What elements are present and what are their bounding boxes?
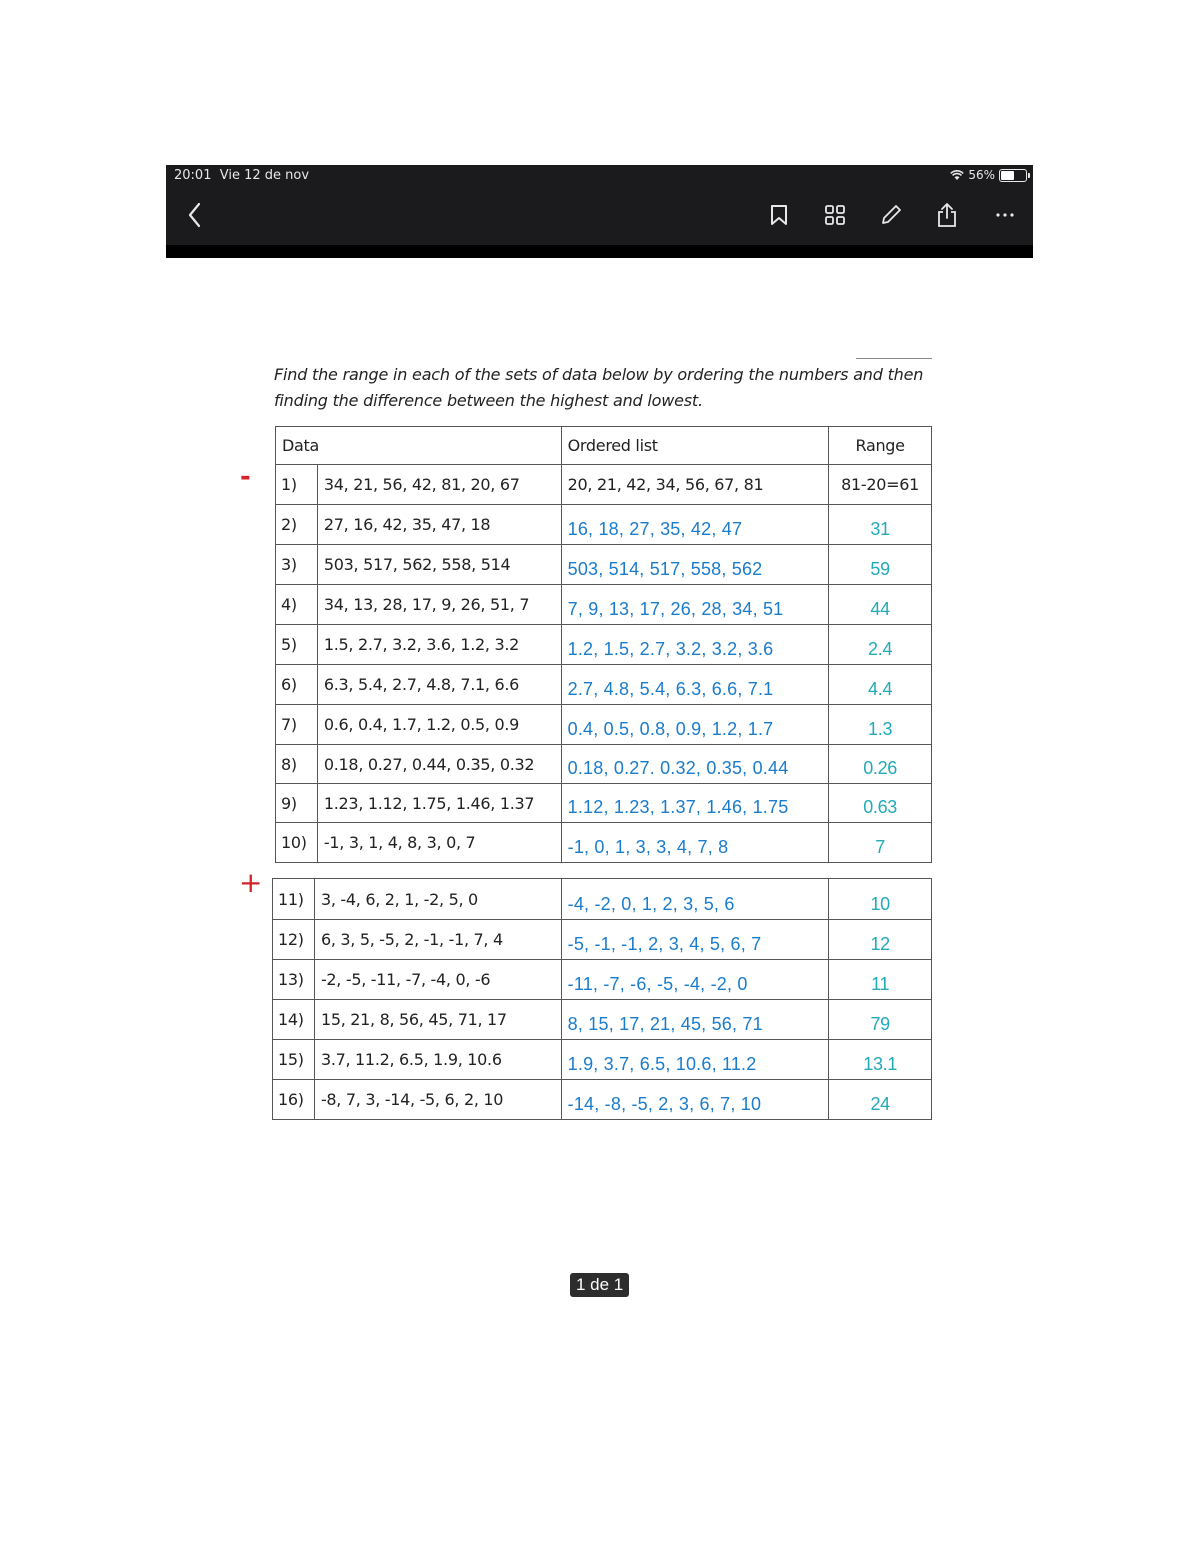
- row-ordered-list: -11, -7, -6, -5, -4, -2, 0: [561, 960, 829, 1000]
- row-range: 81-20=61: [829, 465, 932, 505]
- row-number: 14): [273, 1000, 315, 1040]
- table-row: [273, 960, 932, 1000]
- table-row: [276, 665, 932, 705]
- pencil-icon[interactable]: [878, 202, 904, 228]
- row-data: 34, 13, 28, 17, 9, 26, 51, 7: [317, 585, 561, 625]
- row-number: 11): [273, 879, 315, 920]
- row-ordered-list: 8, 15, 17, 21, 45, 56, 71: [561, 1000, 829, 1040]
- row-range: 10: [829, 879, 932, 920]
- row-ordered-list: 503, 514, 517, 558, 562: [561, 545, 829, 585]
- battery-percent: 56%: [968, 168, 995, 182]
- row-ordered-list: 1.2, 1.5, 2.7, 3.2, 3.2, 3.6: [561, 625, 829, 665]
- row-data: 0.18, 0.27, 0.44, 0.35, 0.32: [317, 745, 561, 784]
- range-table-part-1: [275, 426, 932, 863]
- row-range: 2.4: [829, 625, 932, 665]
- row-data: -1, 3, 1, 4, 8, 3, 0, 7: [317, 823, 561, 863]
- back-chevron-icon[interactable]: [182, 202, 208, 228]
- row-ordered-list: 7, 9, 13, 17, 26, 28, 34, 51: [561, 585, 829, 625]
- row-ordered-list: -5, -1, -1, 2, 3, 4, 5, 6, 7: [561, 920, 829, 960]
- row-ordered-list: 20, 21, 42, 34, 56, 67, 81: [561, 465, 829, 505]
- table-row: [276, 823, 932, 863]
- share-icon[interactable]: [934, 202, 960, 228]
- row-data: 3, -4, 6, 2, 1, -2, 5, 0: [314, 879, 561, 920]
- header-data: Data: [276, 427, 562, 465]
- bookmark-icon[interactable]: [766, 202, 792, 228]
- row-data: 1.23, 1.12, 1.75, 1.46, 1.37: [317, 784, 561, 823]
- instructions-line-2: finding the difference between the highest and lowest.: [274, 391, 703, 410]
- table-row: [276, 585, 932, 625]
- row-ordered-list: 0.18, 0.27. 0.32, 0.35, 0.44: [561, 745, 829, 784]
- row-ordered-list: 2.7, 4.8, 5.4, 6.3, 6.6, 7.1: [561, 665, 829, 705]
- table-row: [276, 465, 932, 505]
- row-range: 7: [829, 823, 932, 863]
- toolbar-shadow: [166, 245, 1033, 258]
- row-data: 34, 21, 56, 42, 81, 20, 67: [317, 465, 561, 505]
- row-number: 15): [273, 1040, 315, 1080]
- status-indicators: [950, 168, 1027, 182]
- row-number: 9): [276, 784, 318, 823]
- row-number: 3): [276, 545, 318, 585]
- row-data: 1.5, 2.7, 3.2, 3.6, 1.2, 3.2: [317, 625, 561, 665]
- row-number: 2): [276, 505, 318, 545]
- row-number: 5): [276, 625, 318, 665]
- row-range: 59: [829, 545, 932, 585]
- row-range: 31: [829, 505, 932, 545]
- table-row: [276, 625, 932, 665]
- row-ordered-list: -1, 0, 1, 3, 3, 4, 7, 8: [561, 823, 829, 863]
- row-ordered-list: 1.9, 3.7, 6.5, 10.6, 11.2: [561, 1040, 829, 1080]
- viewer-toolbar: [166, 165, 1033, 245]
- name-line: [856, 358, 932, 359]
- row-number: 12): [273, 920, 315, 960]
- table-row: [273, 1040, 932, 1080]
- row-data: 27, 16, 42, 35, 47, 18: [317, 505, 561, 545]
- row-range: 1.3: [829, 705, 932, 745]
- row-data: -2, -5, -11, -7, -4, 0, -6: [314, 960, 561, 1000]
- table-row: [273, 1000, 932, 1040]
- row-number: 8): [276, 745, 318, 784]
- status-time-date: 20:01 Vie 12 de nov: [174, 168, 310, 183]
- row-range: 24: [829, 1080, 932, 1120]
- table-row: [273, 1080, 932, 1120]
- instructions: [274, 362, 934, 414]
- row-range: 13.1: [829, 1040, 932, 1080]
- row-ordered-list: -14, -8, -5, 2, 3, 6, 7, 10: [561, 1080, 829, 1120]
- row-data: 6.3, 5.4, 2.7, 4.8, 7.1, 6.6: [317, 665, 561, 705]
- plus-mark: +: [239, 866, 263, 899]
- table-row: [276, 545, 932, 585]
- row-number: 16): [273, 1080, 315, 1120]
- row-range: 4.4: [829, 665, 932, 705]
- row-range: 0.26: [829, 745, 932, 784]
- battery-icon: [999, 169, 1027, 182]
- more-icon[interactable]: [992, 202, 1018, 228]
- row-data: 3.7, 11.2, 6.5, 1.9, 10.6: [314, 1040, 561, 1080]
- row-number: 7): [276, 705, 318, 745]
- row-range: 11: [829, 960, 932, 1000]
- row-number: 1): [276, 465, 318, 505]
- row-range: 0.63: [829, 784, 932, 823]
- row-ordered-list: 1.12, 1.23, 1.37, 1.46, 1.75: [561, 784, 829, 823]
- row-ordered-list: 16, 18, 27, 35, 42, 47: [561, 505, 829, 545]
- table-row: [276, 505, 932, 545]
- row-number: 10): [276, 823, 318, 863]
- row-range: 12: [829, 920, 932, 960]
- table-row: [276, 705, 932, 745]
- row-range: 79: [829, 1000, 932, 1040]
- row-number: 13): [273, 960, 315, 1000]
- row-data: 503, 517, 562, 558, 514: [317, 545, 561, 585]
- grid-icon[interactable]: [822, 202, 848, 228]
- header-range: Range: [829, 427, 932, 465]
- page-indicator: 1 de 1: [570, 1273, 629, 1297]
- table-row: [276, 745, 932, 784]
- wifi-icon: [950, 170, 964, 181]
- row-data: 6, 3, 5, -5, 2, -1, -1, 7, 4: [314, 920, 561, 960]
- row-data: 0.6, 0.4, 1.7, 1.2, 0.5, 0.9: [317, 705, 561, 745]
- row-data: -8, 7, 3, -14, -5, 6, 2, 10: [314, 1080, 561, 1120]
- range-table-part-2: [272, 878, 932, 1120]
- table-header-row: [276, 427, 932, 465]
- table-row: [273, 879, 932, 920]
- row-ordered-list: 0.4, 0.5, 0.8, 0.9, 1.2, 1.7: [561, 705, 829, 745]
- table-row: [273, 920, 932, 960]
- minus-mark: -: [240, 462, 251, 492]
- table-row: [276, 784, 932, 823]
- row-number: 6): [276, 665, 318, 705]
- instructions-line-1: Find the range in each of the sets of data below by ordering the numbers and then: [274, 365, 924, 384]
- header-ordered-list: Ordered list: [561, 427, 829, 465]
- row-ordered-list: -4, -2, 0, 1, 2, 3, 5, 6: [561, 879, 829, 920]
- row-number: 4): [276, 585, 318, 625]
- row-data: 15, 21, 8, 56, 45, 71, 17: [314, 1000, 561, 1040]
- row-range: 44: [829, 585, 932, 625]
